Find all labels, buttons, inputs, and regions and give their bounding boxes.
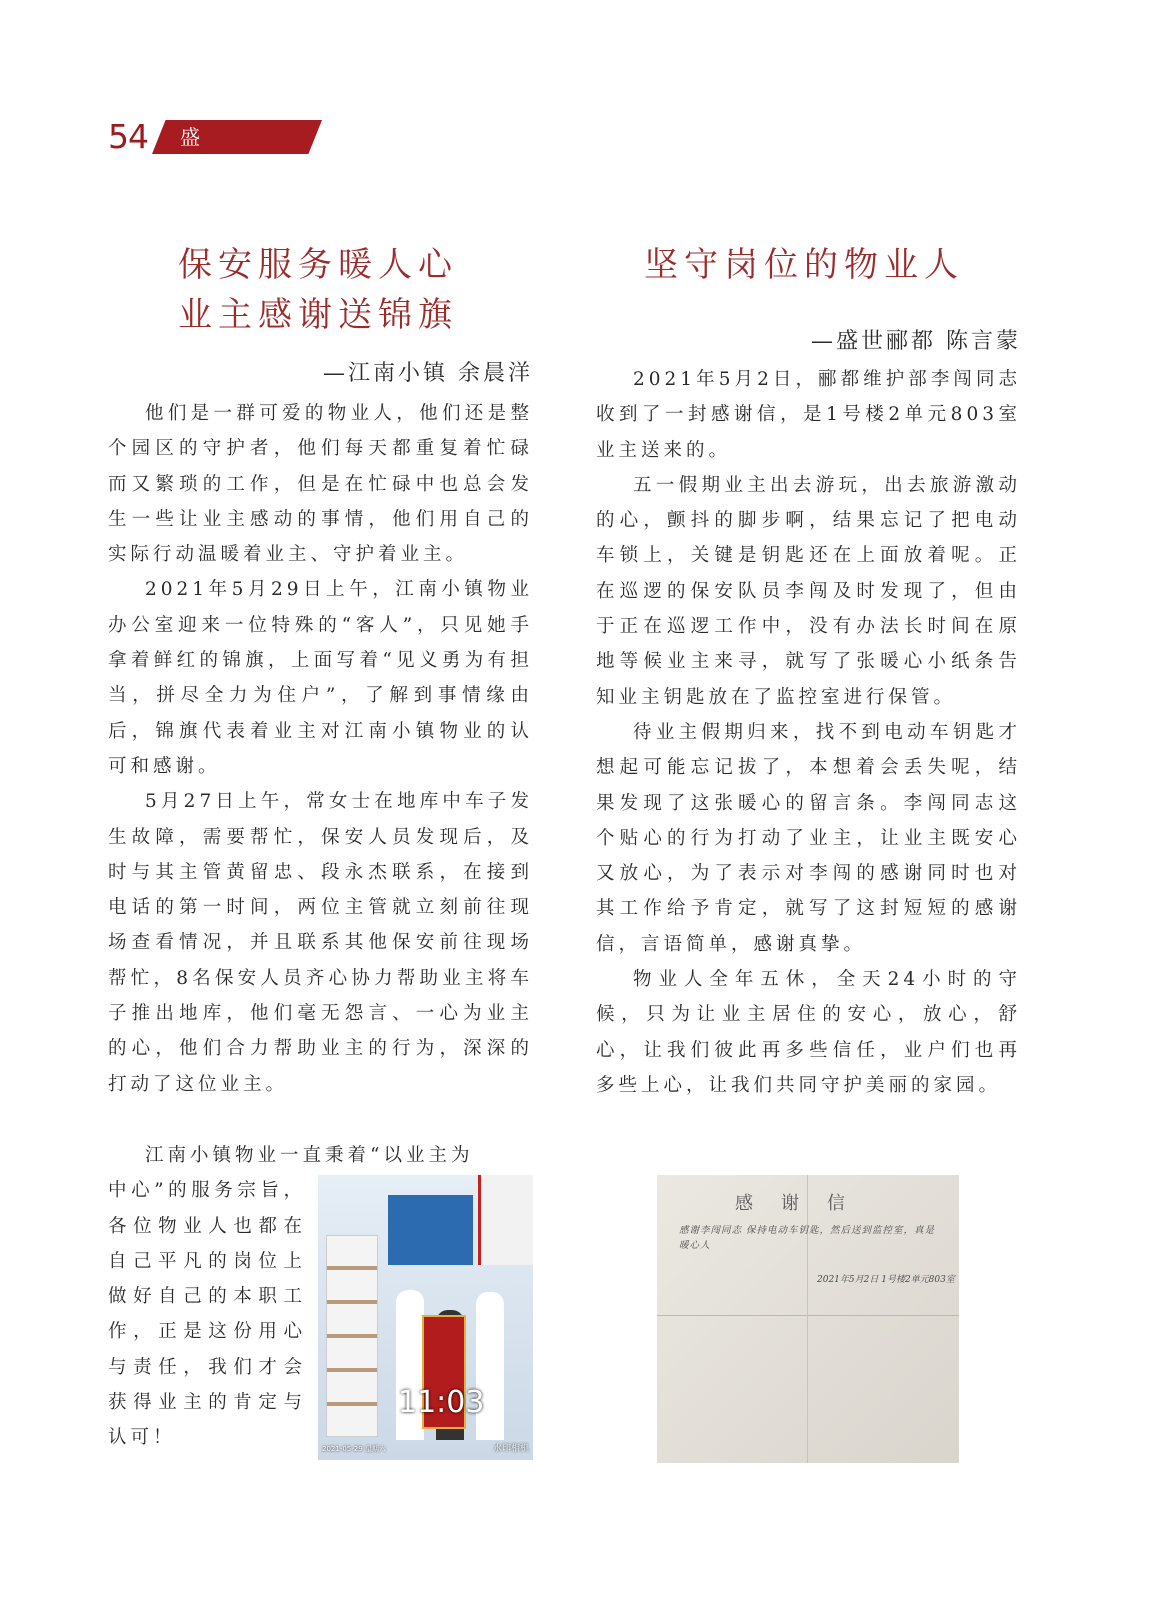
paragraph: 2021年5月2日，郦都维护部李闯同志收到了一封感谢信，是1号楼2单元803室业主送来的。 [596,369,1021,461]
paragraph: 5月27日上午，常女士在地库中车子发生故障，需要帮忙，保安人员发现后，及时与其主管黄留忠、段永杰联系，在接到电话的第一时间，两位主管就立刻前往现场查看情况，并且联系其他保安前往现场帮忙，8名保安人员齐心协力帮助业主将车子推出地库，他们毫无怨言、一心为业主的心，他们合力帮助业主的行为，深深的打动了这位业主。 [108,791,533,1095]
page-number: 54 [108,117,148,156]
bookshelf [326,1235,378,1437]
right-article-title: 坚守岗位的物业人 [644,245,964,285]
left-title-line2: 业主感谢送锦旗 [178,295,458,335]
right-article-body [596,362,1021,1103]
left-article-byline: —江南小镇 余晨洋 [323,361,533,386]
photo-date-stamp: 2021-05-29 星期六 [322,1445,386,1453]
red-wall-sign [478,1175,533,1265]
paragraph: 物业人全年五休，全天24小时的守候，只为让业主居住的安心，放心，舒心，让我们彼此再多些信任，业户们也再多些上心，让我们共同守护美丽的家园。 [596,969,1021,1096]
time-overlay: 11:03 [398,1385,485,1420]
letter-title: 感谢信 [735,1193,873,1214]
letter-signature: 2021年5月2日 1号楼2单元803室 [817,1275,955,1285]
left-title-line1: 保安服务暖人心 [178,245,458,285]
paragraph: 五一假期业主出去游玩，出去旅游激动的心，颤抖的脚步啊，结果忘记了把电动车锁上，关键是钥匙还在上面放着呢。正在巡逻的保安队员李闯及时发现了，但由于正在巡逻工作中，没有办法长时间在原地等候业主来寻，就写了张暖心小纸条告知业主钥匙放在了监控室进行保管。 [596,474,1021,708]
left-article-body [108,396,533,1102]
section-label: 盛世物业 [180,125,205,236]
paragraph: 2021年5月29日上午，江南小镇物业办公室迎来一位特殊的“客人”，只见她手拿着鲜红的锦旗，上面写着“见义勇为有担当，拼尽全力为住户”，了解到事情缘由后，锦旗代表着业主对江南小镇物业的认可和感谢。 [108,579,533,777]
paragraph: 他们是一群可爱的物业人，他们还是整个园区的守护者，他们每天都重复着忙碌而又繁琐的工作，但是在忙碌中也总会发生一些让业主感动的事情，他们用自己的实际行动温暖着业主、守护着业主。 [108,403,533,566]
photo-watermark: 水印相机 [492,1444,529,1454]
closing-rest: 中心”的服务宗旨，各位物业人也都在自己平凡的岗位上做好自己的本职工作，正是这份用心与责任，我们才会获得业主的肯定与认可！ [108,1180,306,1449]
paragraph: 待业主假期归来，找不到电动车钥匙才想起可能忘记拔了，本想着会丢失呢，结果发现了这张暖心的留言条。李闯同志这个贴心的行为打动了业主，让业主既安心又放心，为了表示对李闯的感谢同时也对其工作给予肯定，就写了这封短短的感谢信，言语简单，感谢真挚。 [596,721,1021,955]
right-article-byline: —盛世郦都 陈言蒙 [811,329,1021,354]
blue-wall-sign [388,1195,473,1265]
letter-body: 感谢李闯同志 保持电动车钥匙，然后送到监控室，真是暖心人 [679,1225,936,1251]
closing-first-line: 江南小镇物业一直秉着“以业主为 [145,1145,474,1166]
left-article-title [178,240,538,340]
banner-photo [318,1175,533,1460]
thank-you-letter-photo [657,1175,959,1463]
section-tag [152,120,322,154]
